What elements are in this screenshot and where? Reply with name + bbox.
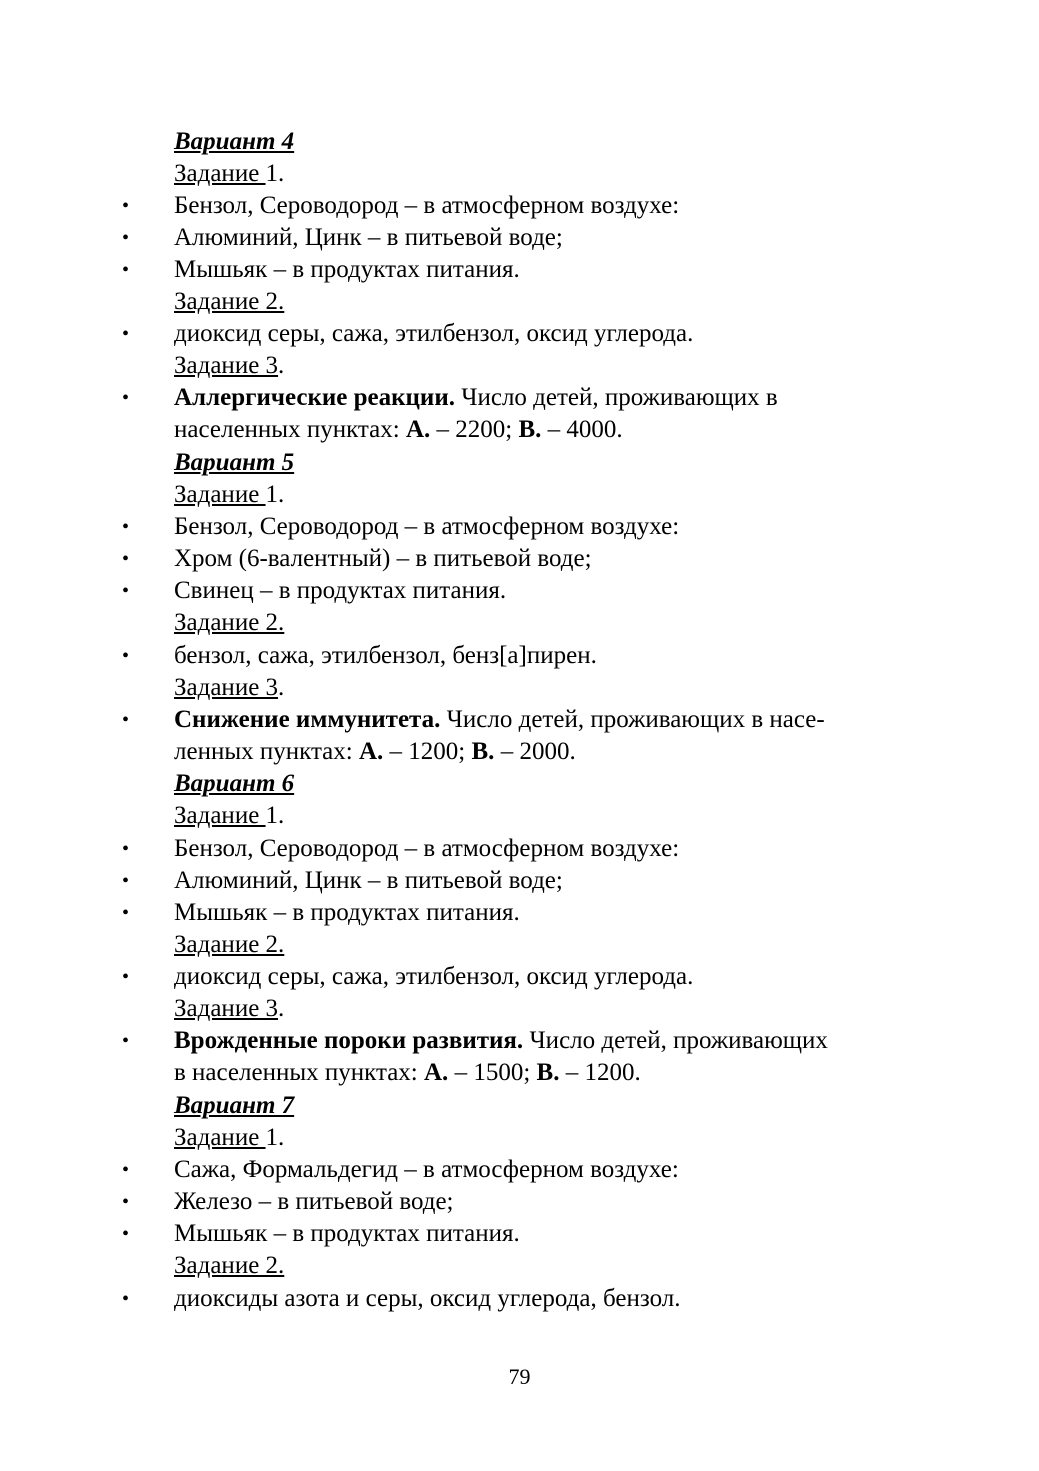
page-number: 79	[508, 1364, 531, 1389]
task-2-label	[174, 1250, 284, 1282]
list-item: Мышьяк – в продуктах питания.	[174, 1220, 520, 1247]
list-item: Сажа, Формальдегид – в атмосферном воздухе:	[174, 1156, 679, 1183]
list-item-continuation	[174, 1057, 641, 1089]
bullet: •	[122, 645, 130, 667]
settlement-a-value: – 2200;	[430, 416, 519, 443]
bullet: •	[122, 966, 130, 988]
bullet: •	[122, 1223, 130, 1245]
settlement-b-value: – 2000.	[494, 738, 576, 765]
bullet: •	[122, 902, 130, 924]
bullet: •	[122, 323, 130, 345]
task-number: .	[278, 352, 285, 379]
task-label-text: Задание 2.	[174, 931, 285, 958]
condition-text: Число детей, проживающих в насе-	[440, 706, 825, 733]
list-item: Алюминий, Цинк – в питьевой воде;	[174, 224, 563, 251]
condition-title: Снижение иммунитета.	[174, 706, 441, 733]
settlement-b-label: В.	[536, 1059, 560, 1086]
task-number: 1.	[265, 1124, 285, 1151]
condition-text: Число детей, проживающих в	[454, 384, 778, 411]
variant-heading: Вариант 6	[174, 770, 295, 797]
list-item: Бензол, Сероводород – в атмосферном воздухе:	[174, 835, 680, 862]
bullet: •	[122, 870, 130, 892]
bullet: •	[122, 195, 130, 217]
list-item	[174, 704, 825, 736]
bullet: •	[122, 259, 130, 281]
condition-text: Число детей, проживающих	[523, 1027, 828, 1054]
task-2-label	[174, 286, 284, 318]
task-label-text: Задание 3	[174, 352, 279, 379]
task-number: 1.	[265, 160, 285, 187]
task-label-text: Задание 2.	[174, 288, 285, 315]
variant-heading: Вариант 5	[174, 449, 295, 476]
bullet: •	[122, 580, 130, 602]
bullet: •	[122, 227, 130, 249]
task-1-label	[174, 800, 284, 832]
settlement-a-value: – 1500;	[448, 1059, 537, 1086]
list-item	[174, 382, 778, 414]
settlement-b-label: В.	[518, 416, 542, 443]
task-1-label	[174, 479, 284, 511]
list-item-continuation	[174, 736, 576, 768]
list-item: Мышьяк – в продуктах питания.	[174, 256, 520, 283]
settlements-text: населенных пунктах:	[174, 416, 406, 443]
bullet: •	[122, 516, 130, 538]
list-item: Бензол, Сероводород – в атмосферном воздухе:	[174, 513, 680, 540]
bullet: •	[122, 548, 130, 570]
task-label-text: Задание	[174, 802, 266, 829]
list-item: бензол, сажа, этилбензол, бенз[а]пирен.	[174, 642, 597, 669]
list-item: Бензол, Сероводород – в атмосферном воздухе:	[174, 192, 680, 219]
list-item: Свинец – в продуктах питания.	[174, 577, 507, 604]
task-label-text: Задание	[174, 481, 266, 508]
task-label-text: Задание 2.	[174, 1252, 285, 1279]
list-item: Мышьяк – в продуктах питания.	[174, 899, 520, 926]
task-2-label	[174, 607, 284, 639]
bullet: •	[122, 387, 130, 409]
list-item: диоксид серы, сажа, этилбензол, оксид углерода.	[174, 320, 694, 347]
settlement-b-value: – 4000.	[541, 416, 623, 443]
task-2-label	[174, 929, 284, 961]
condition-title: Врожденные пороки развития.	[174, 1027, 524, 1054]
task-1-label	[174, 1122, 284, 1154]
variant-heading: Вариант 4	[174, 128, 295, 155]
task-3-label	[174, 350, 284, 382]
variant-heading: Вариант 7	[174, 1092, 295, 1119]
list-item: Алюминий, Цинк – в питьевой воде;	[174, 867, 563, 894]
task-number: 1.	[265, 481, 285, 508]
bullet: •	[122, 1159, 130, 1181]
condition-title: Аллергические реакции.	[174, 384, 455, 411]
list-item: диоксиды азота и серы, оксид углерода, бензол.	[174, 1285, 681, 1312]
bullet: •	[122, 1288, 130, 1310]
settlement-b-value: – 1200.	[559, 1059, 641, 1086]
list-item	[174, 1025, 828, 1057]
task-number: .	[278, 674, 285, 701]
bullet: •	[122, 1030, 130, 1052]
settlement-b-label: В.	[471, 738, 495, 765]
task-label-text: Задание 2.	[174, 609, 285, 636]
bullet: •	[122, 1191, 130, 1213]
bullet: •	[122, 838, 130, 860]
settlements-text: в населенных пунктах:	[174, 1059, 424, 1086]
list-item: Железо – в питьевой воде;	[174, 1188, 454, 1215]
task-number: .	[278, 995, 285, 1022]
task-3-label	[174, 993, 284, 1025]
bullet: •	[122, 709, 130, 731]
task-label-text: Задание 3	[174, 995, 279, 1022]
task-1-label	[174, 158, 284, 190]
task-3-label	[174, 672, 284, 704]
settlement-a-label: А.	[424, 1059, 449, 1086]
list-item: Хром (6-валентный) – в питьевой воде;	[174, 545, 592, 572]
task-label-text: Задание	[174, 1124, 266, 1151]
settlement-a-label: А.	[358, 738, 384, 765]
settlement-a-label: А.	[405, 416, 431, 443]
task-label-text: Задание	[174, 160, 266, 187]
list-item-continuation	[174, 414, 623, 446]
settlements-text: ленных пунктах:	[174, 738, 359, 765]
task-label-text: Задание 3	[174, 674, 279, 701]
list-item: диоксид серы, сажа, этилбензол, оксид углерода.	[174, 963, 694, 990]
settlement-a-value: – 1200;	[383, 738, 472, 765]
task-number: 1.	[265, 802, 285, 829]
